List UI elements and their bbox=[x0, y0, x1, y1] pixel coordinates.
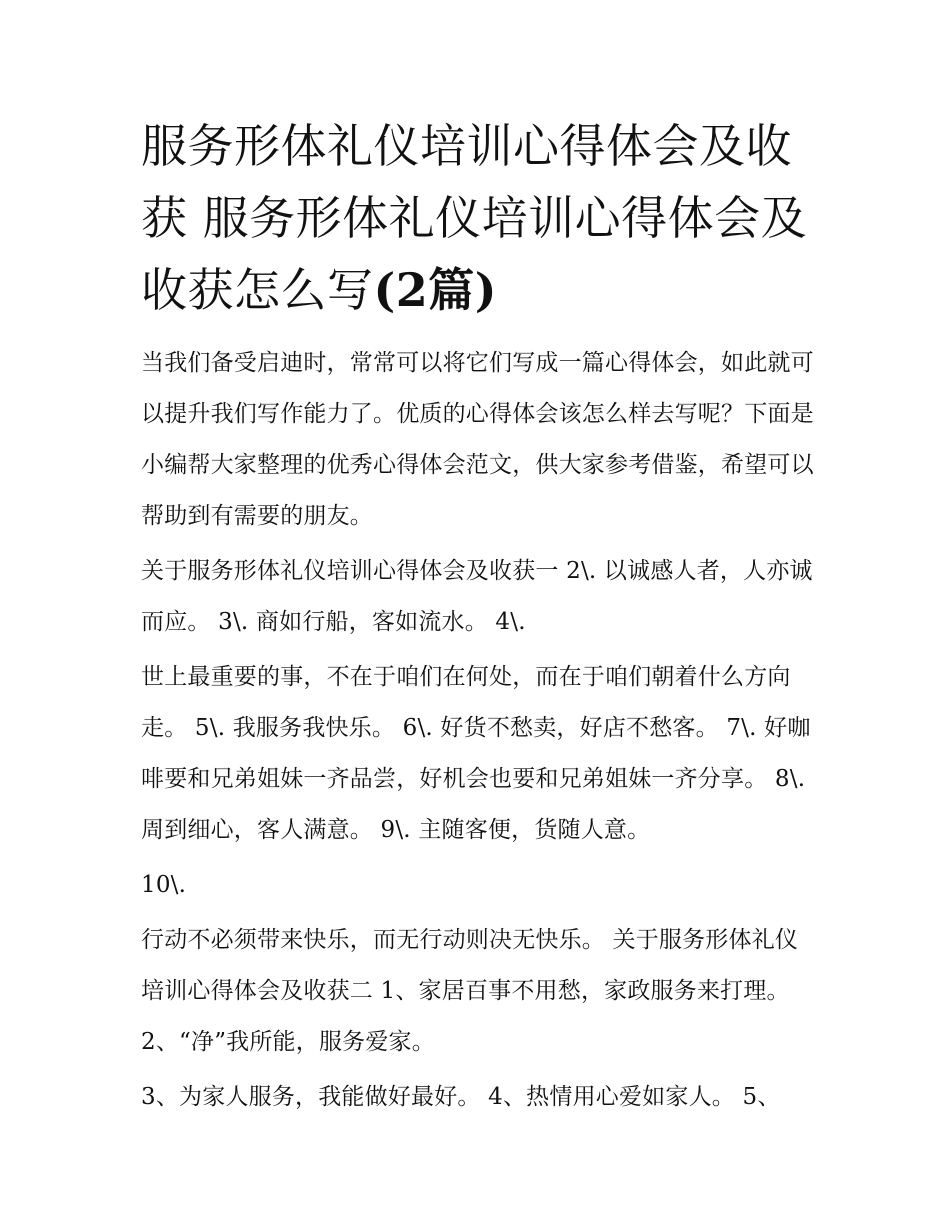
document-title-text: 服务形体礼仪培训心得体会及收获 服务形体礼仪培训心得体会及收获怎么写 bbox=[141, 119, 808, 317]
paragraph-section-one: 关于服务形体礼仪培训心得体会及收获一 2\. 以诚感人者，人亦诚而应。 3\. 商如行船，客如流水。 4\. bbox=[141, 558, 813, 635]
document-body bbox=[141, 110, 821, 1127]
paragraph-item-ten: 10\. bbox=[141, 872, 187, 898]
document-title-suffix: (2篇) bbox=[373, 263, 498, 317]
document-title bbox=[141, 110, 821, 326]
paragraph-intro: 当我们备受启迪时，常常可以将它们写成一篇心得体会，如此就可以提升我们写作能力了。优质的心得体会该怎么样去写呢？下面是小编帮大家整理的优秀心得体会范文，供大家参考借鉴，希望可以帮助到有需要的朋友。 bbox=[141, 350, 814, 529]
paragraph-section-one-continued: 世上最重要的事，不在于咱们在何处，而在于咱们朝着什么方向走。 5\. 我服务我快乐。 6\. 好货不愁卖，好店不愁客。 7\. 好咖啡要和兄弟姐妹一齐品尝，好机会也要和兄弟姐妹一齐分享。 8\. 周到细心，客人满意。 9\. 主随客便，货随人意。 bbox=[141, 664, 811, 843]
paragraph-section-two: 行动不必须带来快乐，而无行动则决无快乐。 关于服务形体礼仪培训心得体会及收获二 1、家居百事不用愁，家政服务来打理。 2、“净”我所能，服务爱家。 bbox=[141, 927, 799, 1055]
paragraph-section-two-continued: 3、为家人服务，我能做好最好。 4、热情用心爱如家人。 5、 bbox=[141, 1084, 781, 1110]
